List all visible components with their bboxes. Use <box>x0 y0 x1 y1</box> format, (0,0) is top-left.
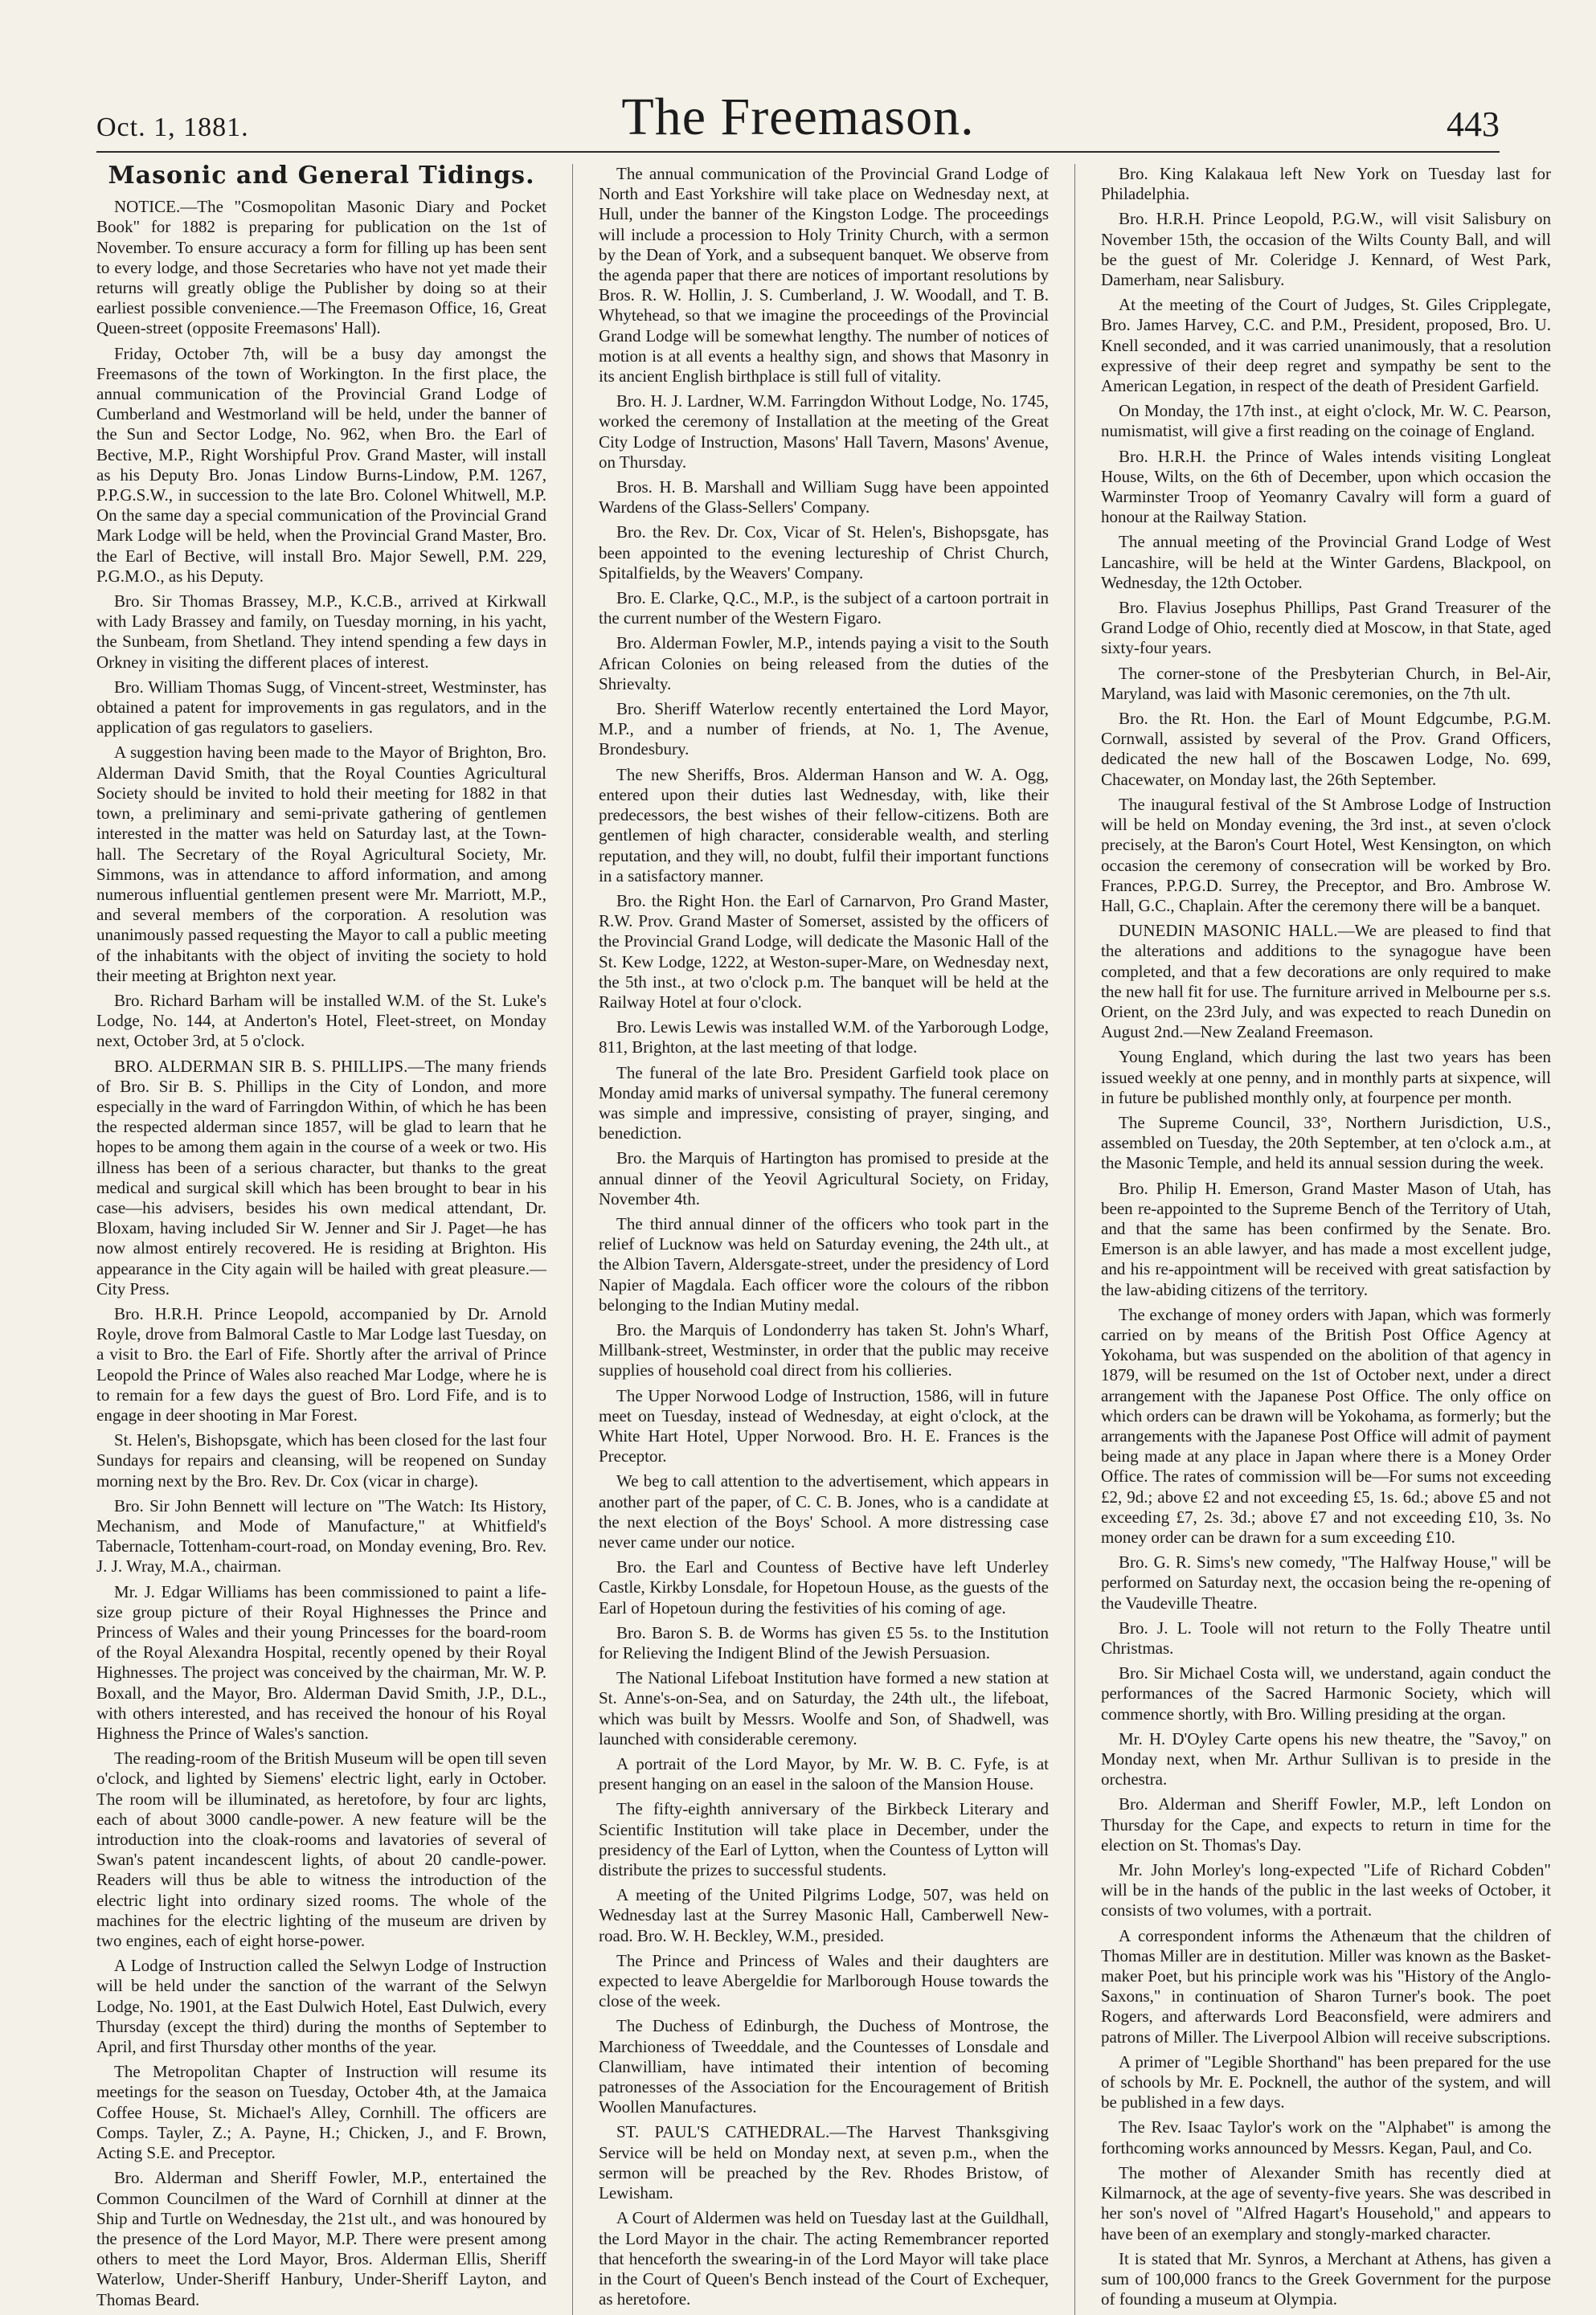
news-paragraph: Bro. Sir John Bennett will lecture on "The Watch: Its History, Mechanism, and Mode of Manufacture," at Whitfield's Tabernacle, Tottenham-court-road, on Monday evening, Bro. Rev. J. J. Wray, M.A., chairman. <box>96 1495 546 1577</box>
news-paragraph: The new Sheriffs, Bros. Alderman Hanson and W. A. Ogg, entered upon their duties last Wednesday, with, like their predecessors, the best wishes of their fellow-citizens. Both are gentlemen of high character, considerable wealth, and sterling reputation, and they will, no doubt, fulfil their important functions in a satisfactory manner. <box>599 764 1049 886</box>
news-paragraph: Bro. Alderman and Sheriff Fowler, M.P., left London on Thursday for the Cape, and expects to return in time for the election on St. Thomas's Day. <box>1101 1794 1551 1855</box>
news-paragraph: The fifty-eighth anniversary of the Birkbeck Literary and Scientific Institution will take place in December, under the presidency of the Earl of Lytton, when the Countess of Lytton will distribute the prizes to successful students. <box>599 1799 1049 1880</box>
news-paragraph: The Rev. Isaac Taylor's work on the "Alphabet" is among the forthcoming works announced by Messrs. Kegan, Paul, and Co. <box>1101 2117 1551 2158</box>
news-paragraph: Bro. E. Clarke, Q.C., M.P., is the subject of a cartoon portrait in the current number of the Western Figaro. <box>599 588 1049 628</box>
news-paragraph: Bro. Baron S. B. de Worms has given £5 5s. to the Institution for Relieving the Indigent Blind of the Jewish Persuasion. <box>599 1622 1049 1663</box>
news-paragraph: Bro. the Marquis of Londonderry has taken St. John's Wharf, Millbank-street, Westminster, in order that the public may receive supplies of household coal direct from his collieries. <box>599 1319 1049 1380</box>
page-number: 443 <box>1447 104 1500 144</box>
news-paragraph: Bro. Sir Thomas Brassey, M.P., K.C.B., arrived at Kirkwall with Lady Brassey and family, on Tuesday morning, in his yacht, the Sunbeam, from Shetland. They intend spending a few days in Orkney in visiting the different places of interest. <box>96 591 546 672</box>
news-paragraph: Bro. H.R.H. the Prince of Wales intends visiting Longleat House, Wilts, on the 6th of December, upon which occasion the Warminster Troop of Yeomanry Cavalry will form a guard of honour at the Railway Station. <box>1101 446 1551 527</box>
news-paragraph: It is stated that Mr. Synros, a Merchant at Athens, has given a sum of 100,000 francs to the Greek Government for the purpose of founding a museum at Olympia. <box>1101 2248 1551 2309</box>
news-paragraph: The exchange of money orders with Japan, which was formerly carried on by means of the British Post Office Agency at Yokohama, but was suspended on the abolition of that agency in 1879, will be resumed on the 1st of October next, under a direct arrangement with the Japanese Post Office. The only office on which orders can be drawn will be Yokohama, as formerly; but the arrangements with the Japanese Post Office will admit of payment being made at any place in Japan where there is a Money Order Office. The rates of commission will be—For sums not exceeding £2, 9d.; above £2 and not exceeding £5, 1s. 6d.; above £5 and not exceeding £7, 2s. 3d.; above £7 and not exceeding £10, 3s. No money order can be drawn for a sum exceeding £10. <box>1101 1304 1551 1547</box>
section-heading: Masonic and General Tidings. <box>108 162 535 190</box>
news-paragraph: We beg to call attention to the advertisement, which appears in another part of the paper, of C. C. B. Jones, who is a candidate at the next election of the Boys' School. A more distressing case never came under our notice. <box>599 1471 1049 1552</box>
news-paragraph: The corner-stone of the Presbyterian Church, in Bel-Air, Maryland, was laid with Masonic ceremonies, on the 7th ult. <box>1101 663 1551 703</box>
news-paragraph: The annual meeting of the Provincial Grand Lodge of West Lancashire, will be held at the Winter Gardens, Blackpool, on Wednesday, the 12th October. <box>1101 532 1551 592</box>
news-paragraph: At the meeting of the Court of Judges, St. Giles Cripplegate, Bro. James Harvey, C.C. and P.M., President, proposed, Bro. U. Knell seconded, and it was carried unanimously, that a resolution expressive of their deep regret and sympathy be sent to the American Legation, in respect of the death of President Garfield. <box>1101 295 1551 396</box>
news-paragraph: The Upper Norwood Lodge of Instruction, 1586, will in future meet on Tuesday, instead of Wednesday, at eight o'clock, at the White Hart Hotel, Upper Norwood. Bro. H. E. Frances is the Preceptor. <box>599 1385 1049 1466</box>
news-paragraph: Bro. G. R. Sims's new comedy, "The Halfway House," will be performed on Saturday next, the occasion being the re-opening of the Vaudeville Theatre. <box>1101 1552 1551 1613</box>
news-paragraph: BRO. ALDERMAN SIR B. S. PHILLIPS.—The many friends of Bro. Sir B. S. Phillips in the City of London, and more especially in the ward of Farringdon Within, of which he has been the respected alderman since 1857, will be glad to learn that he hopes to be among them again in the course of a week or two. His illness has been of a serious character, but thanks to the great medical and surgical skill which has been brought to bear in his case—his advisers, besides his own medical attendant, Dr. Bloxam, having included Sir W. Jenner and Sir J. Paget—he has now almost entirely recovered. He is residing at Brighton. His appearance in the City again will be hailed with great pleasure.—City Press. <box>96 1056 546 1299</box>
news-paragraph: The inaugural festival of the St Ambrose Lodge of Instruction will be held on Monday evening, the 3rd inst., at seven o'clock precisely, at the Baron's Court Hotel, West Kensington, on which occasion the ceremony of consecration will be worked by Bro. Frances, P.P.G.D. Surrey, the Preceptor, and Bro. Ambrose W. Hall, G.C., Chaplain. After the ceremony there will be a banquet. <box>1101 794 1551 915</box>
news-paragraph: Bro. J. L. Toole will not return to the Folly Theatre until Christmas. <box>1101 1618 1551 1659</box>
news-paragraph: Bro. Sir Michael Costa will, we understand, again conduct the performances of the Sacred Harmonic Society, which will commence shortly, with Bro. Willing presiding at the organ. <box>1101 1663 1551 1724</box>
news-paragraph: Mr. John Morley's long-expected "Life of Richard Cobden" will be in the hands of the public in the last weeks of October, it consists of two volumes, with a portrait. <box>1101 1860 1551 1920</box>
news-paragraph: A correspondent informs the Athenæum that the children of Thomas Miller are in destitution. Miller was known as the Basket-maker Poet, but his principle work was his "History of the Anglo-Saxons," in continuation of Sharon Turner's book. The poet Rogers, and afterwards Lord Beaconsfield, were admirers and patrons of Miller. The Liverpool Albion will receive subscriptions. <box>1101 1925 1551 2047</box>
news-paragraph: NOTICE.—The "Cosmopolitan Masonic Diary and Pocket Book" for 1882 is preparing for publication on the 1st of November. To ensure accuracy a form for filling up has been sent to every lodge, and those Secretaries who have not yet made their returns will greatly oblige the Publisher by doing so at their earliest possible convenience.—The Freemason Office, 16, Great Queen-street (opposite Freemasons' Hall). <box>96 197 546 338</box>
news-paragraph: A portrait of the Lord Mayor, by Mr. W. B. C. Fyfe, is at present hanging on an easel in the saloon of the Mansion House. <box>599 1754 1049 1794</box>
news-paragraph: Bro. Philip H. Emerson, Grand Master Mason of Utah, has been re-appointed to the Supreme Bench of the Territory of Utah, and that the same has been confirmed by the Senate. Bro. Emerson is an able lawyer, and has made a most excellent judge, and his re-appointment will be received with great satisfaction by the law-abiding citizens of the territory. <box>1101 1178 1551 1299</box>
publication-title: The Freemason. <box>621 88 975 146</box>
news-paragraph: Bro. Alderman Fowler, M.P., intends paying a visit to the South African Colonies on being released from the duties of the Shrievalty. <box>599 633 1049 693</box>
news-paragraph: ST. PAUL'S CATHEDRAL.—The Harvest Thanksgiving Service will be held on Monday next, at seven p.m., when the sermon will be preached by the Rev. Rhodes Bristow, of Lewisham. <box>599 2122 1049 2203</box>
news-paragraph: Bro. Richard Barham will be installed W.M. of the St. Luke's Lodge, No. 144, at Anderton's Hotel, Fleet-street, on Monday next, October 3rd, at 5 o'clock. <box>96 990 546 1051</box>
article-columns <box>96 162 1551 2315</box>
news-paragraph: Mr. H. D'Oyley Carte opens his new theatre, the "Savoy," on Monday next, when Mr. Arthur Sullivan is to preside in the orchestra. <box>1101 1728 1551 1789</box>
news-paragraph: A Court of Aldermen was held on Tuesday last at the Guildhall, the Lord Mayor in the chair. The acting Remembrancer reported that henceforth the swearing-in of the Lord Mayor will take place in the Court of Queen's Bench instead of the Court of Exchequer, as heretofore. <box>599 2208 1049 2309</box>
news-paragraph: Bro. Alderman and Sheriff Fowler, M.P., entertained the Common Councilmen of the Ward of Cornhill at dinner at the Ship and Turtle on Wednesday, the 21st ult., and was honoured by the presence of the Lord Mayor, M.P. There were present among others to meet the Lord Mayor, Bros. Alderman Ellis, Sheriff Waterlow, Under-Sheriff Hanbury, Under-Sheriff Layton, and Thomas Beard. <box>96 2168 546 2309</box>
news-paragraph: DUNEDIN MASONIC HALL.—We are pleased to find that the alterations and additions to the synagogue have been completed, and that a few decorations are only required to make the new hall fit for use. The furniture arrived in Melbourne per s.s. Orient, on the 23rd July, and was expected to reach Dunedin on August 2nd.—New Zealand Freemason. <box>1101 921 1551 1042</box>
news-paragraph: Bro. the Right Hon. the Earl of Carnarvon, Pro Grand Master, R.W. Prov. Grand Master of Somerset, assisted by the officers of the Provincial Grand Lodge, will dedicate the Masonic Hall of the St. Kew Lodge, 1222, at Weston-super-Mare, on Wednesday next, the 5th inst., at two o'clock p.m. The banquet will be held at the Railway Hotel at four o'clock. <box>599 890 1049 1012</box>
news-paragraph: The Metropolitan Chapter of Instruction will resume its meetings for the season on Tuesday, October 4th, at the Jamaica Coffee House, St. Michael's Alley, Cornhill. The officers are Comps. Tayler, Z.; A. Payne, H.; Chicken, J., and F. Brown, Acting S.E. and Preceptor. <box>96 2062 546 2163</box>
news-paragraph: St. Helen's, Bishopsgate, which has been closed for the last four Sundays for repairs and cleansing, will be reopened on Sunday morning next by the Bro. Rev. Dr. Cox (vicar in charge). <box>96 1430 546 1491</box>
issue-date: Oct. 1, 1881. <box>96 112 249 142</box>
news-paragraph: Bro. William Thomas Sugg, of Vincent-street, Westminster, has obtained a patent for improvements in gas regulators, and in the application of gas regulators to gaseliers. <box>96 677 546 738</box>
column-2 <box>599 164 1049 2315</box>
news-paragraph: On Monday, the 17th inst., at eight o'clock, Mr. W. C. Pearson, numismatist, will give a first reading on the coinage of England. <box>1101 401 1551 441</box>
news-paragraph: Bro. H.R.H. Prince Leopold, P.G.W., will visit Salisbury on November 15th, the occasion of the Wilts County Ball, and will be the guest of Mr. Coleridge J. Kennard, of West Park, Damerham, near Salisbury. <box>1101 209 1551 290</box>
news-paragraph: Bro. King Kalakaua left New York on Tuesday last for Philadelphia. <box>1101 164 1551 204</box>
news-paragraph: Young England, which during the last two years has been issued weekly at one penny, and in monthly parts at sixpence, will in future be published monthly only, at fourpence per month. <box>1101 1047 1551 1107</box>
news-paragraph: Bro. Sheriff Waterlow recently entertained the Lord Mayor, M.P., and a number of friends, at No. 1, The Avenue, Brondesbury. <box>599 699 1049 759</box>
news-paragraph: Bro. the Earl and Countess of Bective have left Underley Castle, Kirkby Lonsdale, for Hopetoun House, as the guests of the Earl of Hopetoun during the festivities of his coming of age. <box>599 1557 1049 1618</box>
news-paragraph: A meeting of the United Pilgrims Lodge, 507, was held on Wednesday last at the Surrey Masonic Hall, Camberwell New-road. Bro. W. H. Beckley, W.M., presided. <box>599 1885 1049 1945</box>
news-paragraph: Bro. the Rev. Dr. Cox, Vicar of St. Helen's, Bishopsgate, has been appointed to the evening lectureship of Christ Church, Spitalfields, by the Weavers' Company. <box>599 522 1049 583</box>
news-paragraph: The reading-room of the British Museum will be open till seven o'clock, and lighted by Siemens' electric light, early in October. The room will be illuminated, as heretofore, by four arc lights, each of about 3000 candle-power. A new feature will be the introduction into the cloak-rooms and lavatories of several of Swan's patent incandescent lights, of about 20 candle-power. Readers will thus be able to witness the introduction of the electric light into ordinary sized rooms. The whole of the machines for the electric lighting of the museum are driven by two engines, each of eight horse-power. <box>96 1749 546 1951</box>
news-paragraph: The Duchess of Edinburgh, the Duchess of Montrose, the Marchioness of Tweeddale, and the Countesses of Lonsdale and Clanwilliam, have intimated their intention of becoming patronesses of the Association for the Encouragement of British Woollen Manufactures. <box>599 2016 1049 2117</box>
column-1 <box>96 164 546 2315</box>
news-paragraph: Bro. Lewis Lewis was installed W.M. of the Yarborough Lodge, 811, Brighton, at the last meeting of that lodge. <box>599 1017 1049 1057</box>
news-paragraph: The annual communication of the Provincial Grand Lodge of North and East Yorkshire will take place on Wednesday next, at Hull, under the banner of the Kingston Lodge. The proceedings will include a procession to Holy Trinity Church, with a sermon by the Dean of York, and a subsequent banquet. We observe from the agenda paper that there are notices of important resolutions by Bros. R. W. Hollin, J. S. Cumberland, J. W. Woodall, and T. B. Whytehead, so that we imagine the proceedings of the Provincial Grand Lodge will be somewhat lengthy. The number of notices of motion is at all events a healthy sign, and shows that Masonry in its ancient English birthplace is still full of vitality. <box>599 164 1049 387</box>
news-paragraph: Bros. H. B. Marshall and William Sugg have been appointed Wardens of the Glass-Sellers' Company. <box>599 477 1049 517</box>
news-paragraph: Bro. the Rt. Hon. the Earl of Mount Edgcumbe, P.G.M. Cornwall, assisted by several of the Prov. Grand Officers, dedicated the new hall of the Boscawen Lodge, No. 699, Chacewater, on Monday last, the 26th September. <box>1101 709 1551 789</box>
masthead <box>96 87 1500 153</box>
news-paragraph: The National Lifeboat Institution have formed a new station at St. Anne's-on-Sea, and on Saturday, the 24th ult., the lifeboat, which was built by Messrs. Woolfe and Son, of Shadwell, was launched with considerable ceremony. <box>599 1668 1049 1749</box>
news-paragraph: The mother of Alexander Smith has recently died at Kilmarnock, at the age of seventy-five years. She was described in her son's novel of "Alfred Hagart's Household," and appears to have been of an exemplary and stongly-marked character. <box>1101 2162 1551 2243</box>
news-paragraph: Bro. H.R.H. Prince Leopold, accompanied by Dr. Arnold Royle, drove from Balmoral Castle to Mar Lodge last Tuesday, on a visit to Bro. the Earl of Fife. Shortly after the arrival of Prince Leopold the Prince of Wales also reached Mar Lodge, where he is to remain for a few days the guest of Bro. Lord Fife, and is to engage in deer shooting in Mar Forest. <box>96 1303 546 1425</box>
news-paragraph: The third annual dinner of the officers who took part in the relief of Lucknow was held on Saturday evening, the 24th ult., at the Albion Tavern, Aldersgate-street, under the presidency of Lord Napier of Magdala. Each officer wore the colours of the ribbon belonging to the Indian Mutiny medal. <box>599 1213 1049 1315</box>
news-paragraph: Mr. J. Edgar Williams has been commissioned to paint a life-size group picture of their Royal Highnesses the Prince and Princess of Wales and their young Princesses for the board-room of the Royal Alexandra Hospital, recently opened by their Royal Highnesses. The project was conceived by the chairman, Mr. W. P. Boxall, and the Mayor, Bro. Alderman David Smith, J.P., D.L., with others interested, and has received the honour of his Royal Highness the Prince of Wales's sanction. <box>96 1581 546 1744</box>
column-divider <box>572 164 573 2315</box>
news-paragraph: A suggestion having been made to the Mayor of Brighton, Bro. Alderman David Smith, that the Royal Counties Agricultural Society should be invited to hold their meeting for 1882 in that town, a preliminary and semi-private gathering of gentlemen interested in the matter was held on Saturday last, at the Town-hall. The Secretary of the Royal Agricultural Society, Mr. Simmons, was in attendance to afford information, and among numerous influential gentlemen present were Mr. Marriott, M.P., and several members of the corporation. A resolution was unanimously passed requesting the Mayor to call a public meeting of the inhabitants with the object of inviting the society to hold their meeting at Brighton next year. <box>96 742 546 985</box>
news-paragraph: A Lodge of Instruction called the Selwyn Lodge of Instruction will be held under the sanction of the warrant of the Selwyn Lodge, No. 1901, at the East Dulwich Hotel, East Dulwich, every Thursday (except the third) during the months of September to April, and first Thursday other months of the year. <box>96 1956 546 2057</box>
news-paragraph: A primer of "Legible Shorthand" has been prepared for the use of schools by Mr. E. Pocknell, the author of the system, and will be published in a few days. <box>1101 2051 1551 2113</box>
news-paragraph: Bro. H. J. Lardner, W.M. Farringdon Without Lodge, No. 1745, worked the ceremony of Installation at the meeting of the Great City Lodge of Instruction, Masons' Hall Tavern, Masons' Avenue, on Thursday. <box>599 391 1049 472</box>
news-paragraph: Bro. the Marquis of Hartington has promised to preside at the annual dinner of the Yeovil Agricultural Society, on Friday, November 4th. <box>599 1148 1049 1209</box>
column-divider <box>1074 164 1075 2315</box>
news-paragraph: Bro. Flavius Josephus Phillips, Past Grand Treasurer of the Grand Lodge of Ohio, recently died at Moscow, in that State, aged sixty-four years. <box>1101 598 1551 658</box>
column-3 <box>1101 164 1551 2315</box>
news-paragraph: The Prince and Princess of Wales and their daughters are expected to leave Abergeldie for Marlborough House towards the close of the week. <box>599 1950 1049 2011</box>
news-paragraph: Friday, October 7th, will be a busy day amongst the Freemasons of the town of Workington. In the first place, the annual communication of the Provincial Grand Lodge of Cumberland and Westmorland will be held, under the banner of the Sun and Sector Lodge, No. 962, when Bro. the Earl of Bective, M.P., Right Worshipful Prov. Grand Master, will install as his Deputy Bro. Jonas Lindow Burns-Lindow, P.M. 1267, P.P.G.S.W., in succession to the late Bro. Colonel Whitwell, M.P. On the same day a special communication of the Provincial Grand Mark Lodge will be held, when the Provincial Grand Master, Bro. the Earl of Bective, will install Bro. Major Sewell, P.M. 229, P.G.M.O., as his Deputy. <box>96 343 546 586</box>
news-paragraph: The Supreme Council, 33°, Northern Jurisdiction, U.S., assembled on Tuesday, the 20th September, at ten o'clock a.m., at the Masonic Temple, and held its annual session during the week. <box>1101 1112 1551 1173</box>
news-paragraph: The funeral of the late Bro. President Garfield took place on Monday amid marks of universal sympathy. The funeral ceremony was simple and impressive, consisting of prayer, singing, and benediction. <box>599 1062 1049 1143</box>
